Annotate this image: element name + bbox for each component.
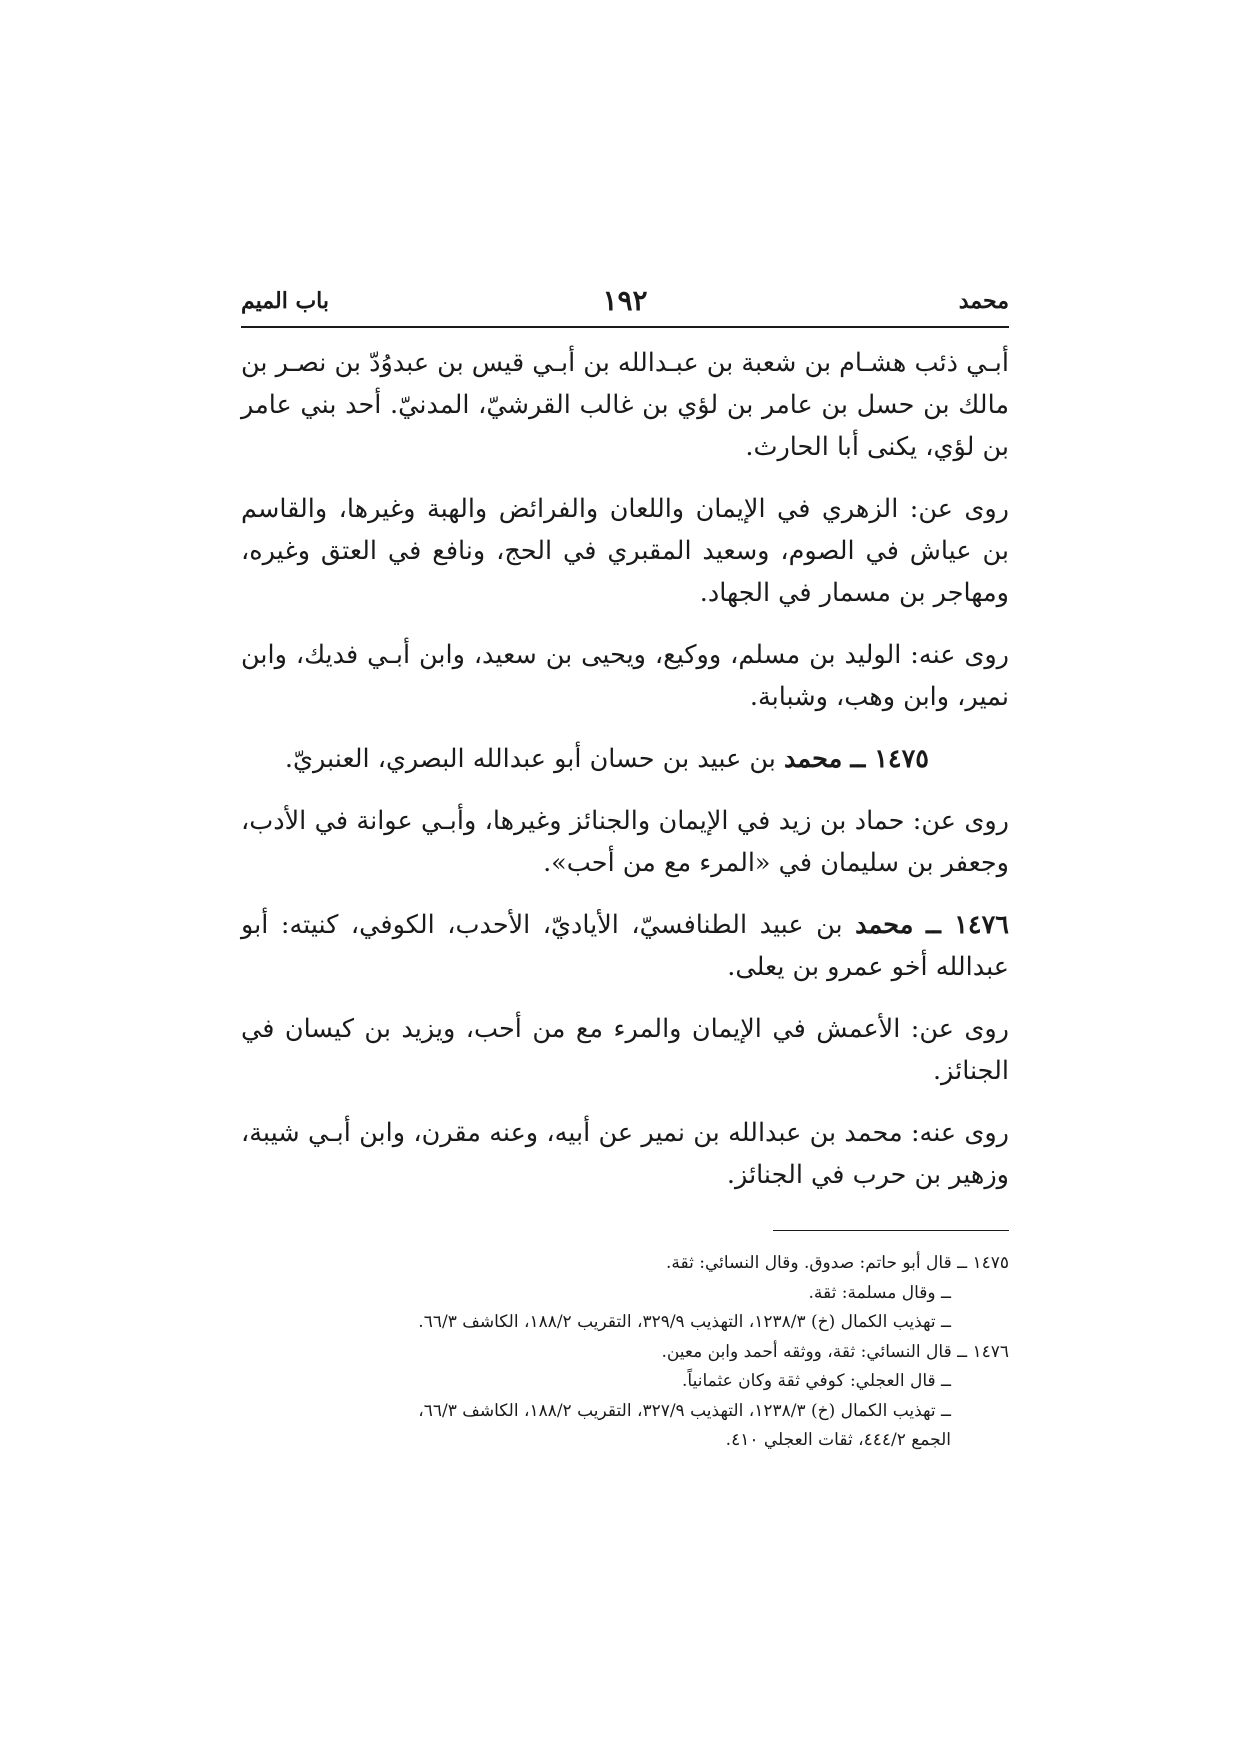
paragraph-narrated-by: روى عنه: الوليد بن مسلم، ووكيع، ويحيى بن سعيد، وابن أبـي فديك، وابن نمير، وابن وهب، وشبابة. <box>241 640 1009 712</box>
footnote-line: ١٤٧٦ ــ قال النسائي: ثقة، ووثقه أحمد وابن معين. <box>661 1341 1009 1362</box>
footnote-line: ــ تهذيب الكمال (خ) ١٢٣٨/٣، التهذيب ٣٢٧/٩، التقريب ١٨٨/٢، الكاشف ٦٦/٣، <box>418 1400 951 1421</box>
running-head-entry: محمد <box>958 288 1009 314</box>
footnote-line: ــ تهذيب الكمال (خ) ١٢٣٨/٣، التهذيب ٣٢٩/٩، التقريب ١٨٨/٢، الكاشف ٦٦/٣. <box>418 1312 951 1332</box>
entry-number: ١٤٧٦ ــ <box>925 910 1010 940</box>
footnote-divider <box>773 1230 1009 1231</box>
footnotes <box>241 1249 1009 1456</box>
paragraph-narrated-from: روى عن: حماد بن زيد في الإيمان والجنائز وغيرها، وأبـي عوانة في الأدب، وجعفر بن سليمان في «المرء مع من أحب». <box>241 806 1009 878</box>
entry-1476 <box>241 904 1009 988</box>
entry-name: محمد <box>855 910 914 940</box>
main-text <box>241 342 1009 1196</box>
footnote-line: ١٤٧٥ ــ قال أبو حاتم: صدوق. وقال النسائي: ثقة. <box>666 1253 1009 1273</box>
entry-name: محمد <box>784 744 843 774</box>
entry-number: ١٤٧٥ ــ <box>850 744 929 774</box>
footnote-line: ــ قال العجلي: كوفي ثقة وكان عثمانياً. <box>682 1371 951 1391</box>
footnote-line: الجمع ٤٤٤/٢، ثقات العجلي ٤١٠. <box>725 1430 951 1450</box>
paragraph-narrated-by: روى عنه: محمد بن عبدالله بن نمير عن أبيه، وعنه مقرن، وابن أبـي شيبة، وزهير بن حرب في الجنائز. <box>241 1118 1009 1190</box>
entry-text: بن عبيد الطنافسيّ، الأياديّ، الأحدب، الكوفي، كنيته: أبو عبدالله أخو عمرو بن يعلى. <box>241 910 1009 982</box>
page-number: ١٩٢ <box>602 284 648 317</box>
entry-text: بن عبيد بن حسان أبو عبدالله البصري، العنبريّ. <box>284 744 776 774</box>
paragraph-biography: أبـي ذئب هشـام بن شعبة بن عبـدالله بن أبـي قيس بن عبدوُدّ بن نصـر بن مالك بن حسل بن عامر بن لؤي بن غالب القرشيّ، المدنيّ. أحد بني عامر بن لؤي، يكنى أبا الحارث. <box>241 348 1009 462</box>
book-page <box>241 286 1009 1456</box>
entry-1475 <box>241 738 1009 780</box>
running-head-chapter: باب الميم <box>241 288 330 314</box>
page-header <box>241 286 1009 328</box>
paragraph-narrated-from: روى عن: الزهري في الإيمان واللعان والفرائض والهبة وغيرها، والقاسم بن عياش في الصوم، وسعيد المقبري في الحج، ونافع في العتق وغيره، ومهاجر بن مسمار في الجهاد. <box>241 494 1009 608</box>
footnote-line: ــ وقال مسلمة: ثقة. <box>808 1282 951 1303</box>
paragraph-narrated-from: روى عن: الأعمش في الإيمان والمرء مع من أحب، ويزيد بن كيسان في الجنائز. <box>241 1014 1009 1086</box>
